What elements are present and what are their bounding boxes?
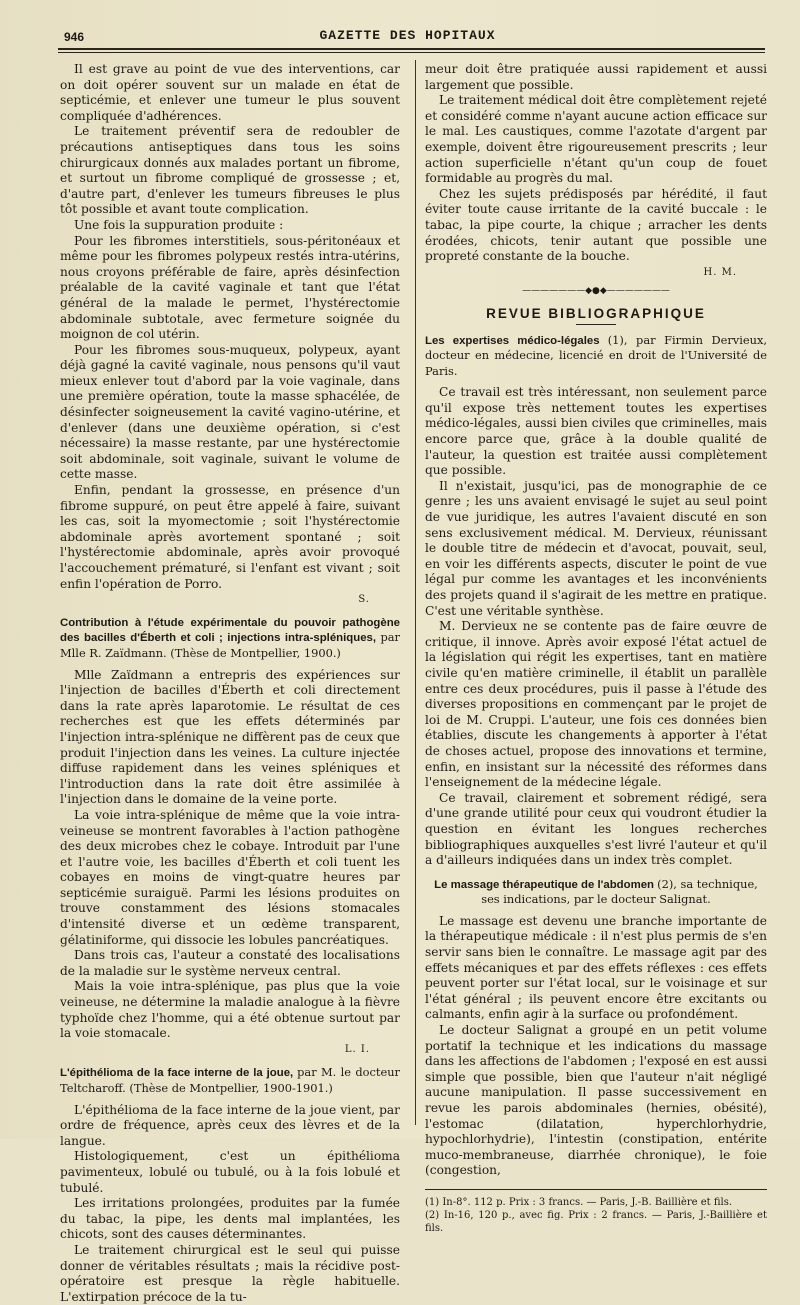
paragraph: Le traitement médical doit être complètement rejeté et considéré comme n'ayant aucune action efficace sur le mal. Les caustiques, comme l'azotate d'argent par exemple, doivent être rigoureusement prescrits ; leur action superficielle n'étant qu'un coup de fouet formidable au progrès du mal. — [425, 93, 767, 186]
left-column — [60, 62, 400, 1305]
footnote: (2) In-16, 120 p., avec fig. Prix : 2 francs. — Paris, J.-Baillière et fils. — [425, 1209, 767, 1234]
column-divider — [415, 60, 416, 1125]
running-title: GAZETTE DES HOPITAUX — [319, 28, 496, 43]
paragraph: Dans trois cas, l'auteur a constaté des localisations de la maladie sur le système nerveux central. — [60, 948, 400, 978]
paragraph: M. Dervieux ne se contente pas de faire œuvre de critique, il innove. Après avoir exposé l'état actuel de la législation qui régit les expertises, tant en matière civile qu'en matière criminelle, il établit un parallèle entre ces deux procédures, puis il passe à l'étude des diverses propositions en commençant par le projet de loi de M. Cruppi. L'auteur, une fois ces données bien établies, discute les changements à apporter à l'état de choses actuel, propose des innovations et termine, enfin, en insistant sur la nécessité des réformes dans l'enseignement de la médecine légale. — [425, 619, 767, 790]
paragraph: meur doit être pratiquée aussi rapidement et aussi largement que possible. — [425, 62, 767, 92]
paragraph: Une fois la suppuration produite : — [74, 217, 284, 232]
paragraph: Les irritations prolongées, produites par la fumée du tabac, la pipe, les dents mal implantées, les chicots, sont des causes déterminantes. — [60, 1196, 400, 1242]
article-title-text: Contribution à l'étude expérimentale du pouvoir pathogène des bacilles d'Éberth et coli ; injections intra-spléniques, — [60, 616, 400, 645]
paragraph: Le traitement chirurgical est le seul qui puisse donner de véritables résultats ; mais la récidive post-opératoire est presque la règle habituelle. L'extirpation précoce de la tu- — [60, 1242, 400, 1304]
paragraph: Il n'existait, jusqu'ici, pas de monographie de ce genre ; les uns avaient envisagé le sujet au seul point de vue juridique, les autres l'avaient discuté en son sens exclusivement médical. M. Dervieux, réunissant le double titre de médecin et d'avocat, pouvait, seul, en voir les différents aspects, discuter le point de vue légal pur comme les avantages et les inconvénients des projets quand il s'agirait de les mettre en pratique. C'est une véritable synthèse. — [425, 478, 767, 618]
signature: S. — [358, 594, 370, 606]
paragraph: Pour les fibromes sous-muqueux, polypeux, ayant déjà gagné la cavité vaginale, nous pensons qu'il vaut mieux enlever tout d'abord par la voie vaginale, dans une première opération, toute la masse sphacélée, de désinfecter soigneusement la cavité vagino-utérine, et d'enlever (dans une deuxième opération, si c'est nécessaire) la masse restante, par une hystérectomie soit abdominale, soit vaginale, suivant le volume de cette masse. — [60, 342, 400, 482]
paragraph: Le massage est devenu une branche importante de la thérapeutique médicale : il n'est plus permis de s'en servir sans bien le connaître. Le massage agit par des effets mécaniques et par des effets réflexes : ces effets peuvent porter sur l'état local, sur le voisinage et sur l'état général ; ils peuvent encore être excitants ou calmants, enfin agir à la surface ou profondément. — [425, 913, 767, 1022]
article-author: (2), sa technique, ses indications, par le docteur Salignat. — [481, 876, 758, 907]
page-number: 946 — [64, 30, 85, 44]
footnote: (1) In-8°. 112 p. Prix : 3 francs. — Paris, J.-B. Baillière et fils. — [425, 1196, 733, 1208]
article-title — [425, 333, 767, 380]
signature: H. M. — [703, 266, 737, 278]
ornament-divider: ———————◆●◆——————— — [522, 286, 670, 297]
page-header — [50, 24, 765, 46]
article-title-text: Le massage thérapeutique de l'abdomen — [434, 878, 654, 891]
paragraph: Histologiquement, c'est un épithélioma pavimenteux, lobulé ou tubulé, ou à la fois lobulé et tubulé. — [60, 1149, 400, 1195]
article-title-text: Les expertises médico-légales — [425, 334, 600, 347]
paragraph: Il est grave au point de vue des interventions, car on doit opérer souvent sur un malade en état de septicémie, et enlever une tumeur le plus souvent compliquée d'adhérences. — [60, 62, 400, 123]
section-rule — [576, 324, 616, 325]
header-rule — [58, 48, 765, 50]
article-author: par M. le docteur Teltcharoff. (Thèse de Montpellier, 1900-1901.) — [60, 1065, 400, 1095]
article-title — [60, 1065, 400, 1096]
paragraph: L'épithélioma de la face interne de la joue vient, par ordre de fréquence, après ceux des lèvres et de la langue. — [60, 1102, 400, 1148]
section-title: REVUE BIBLIOGRAPHIQUE — [486, 305, 706, 321]
article-title-text: L'épithélioma de la face interne de la joue, — [60, 1067, 294, 1080]
paragraph: Enfin, pendant la grossesse, en présence d'un fibrome suppuré, on peut être appelé à faire, suivant les cas, soit la myomectomie ; soit l'hystérectomie abdominale après avortement spontané ; soit l'hystérectomie abdominale, après avoir provoqué l'accouchement prématuré, si l'enfant est vivant ; soit enfin l'opération de Porro. — [60, 483, 400, 591]
paragraph: Ce travail est très intéressant, non seulement parce qu'il expose très nettement toutes les expertises médico-légales, aussi bien civiles que criminelles, mais encore parce que, grâce à la double qualité de l'auteur, la question est traitée aussi complètement que possible. — [425, 385, 767, 478]
paragraph: Pour les fibromes interstitiels, sous-péritonéaux et même pour les fibromes polypeux restés intra-utérins, nous croyons préférable de faire, après désinfection préalable de la cavité vaginale et tant que l'état général de la malade le permet, l'hystérectomie abdominale subtotale, avec fermeture soignée du moignon de col utérin. — [60, 233, 400, 342]
article-author: par Mlle R. Zaïdmann. (Thèse de Montpellier, 1900.) — [60, 630, 400, 660]
article-author: (1), par Firmin Dervieux, docteur en médecine, licencié en droit de l'Université de Paris. — [425, 332, 768, 378]
paragraph: La voie intra-splénique de même que la voie intra-veineuse se montrent favorables à l'action pathogène des deux microbes chez le cobaye. Introduit par l'une et l'autre voie, les bacilles d'Éberth et coli tuent les cobayes en moins de vingt-quatre heures par septicémie suraiguë. Parmi les lésions produites on trouve constamment des lésions stomacales d'intensité diverse et un œdème transparent, gélatiniforme, qui dissocie les lobules pancréatiques. — [60, 807, 400, 947]
right-column — [425, 62, 767, 1235]
article-title — [60, 616, 400, 662]
paragraph: Ce travail, clairement et sobrement rédigé, sera d'une grande utilité pour ceux qui voudront étudier la question en évitant les longues recherches bibliographiques auxquelles s'est livré l'auteur et qu'il a d'ailleurs indiquées dans un index très complet. — [425, 790, 767, 868]
paragraph: Le docteur Salignat a groupé en un petit volume portatif la technique et les indications du massage dans les affections de l'abdomen ; l'exposé en est aussi simple que possible, bien que l'auteur n'ait négligé aucune manipulation. Il passe successivement en revue les parois abdominales (hernies, obésité), l'estomac (dilatation, hyperchlorhydrie, hypochlorhydrie), l'intestin (constipation, entérite muco-membraneuse, diarrhée chronique), le foie (congestion, — [425, 1023, 767, 1178]
paragraph: Chez les sujets prédisposés par hérédité, il faut éviter toute cause irritante de la cavité buccale : le tabac, la pipe courte, la chique ; arracher les dents érodées, chicots, tenir autant que possible une propreté constante de la bouche. — [425, 186, 767, 264]
paragraph: Le traitement préventif sera de redoubler de précautions antiseptiques dans tous les soins chirurgicaux donnés aux malades portant un fibrome, et surtout un fibrome compliqué de grossesse ; et, d'autre part, d'enlever les tumeurs fibreuses le plus tôt possible et avant toute complication. — [60, 124, 400, 217]
footnotes — [425, 1189, 767, 1235]
article-title — [425, 877, 767, 908]
paragraph: Mais la voie intra-splénique, pas plus que la voie veineuse, ne détermine la maladie analogue à la fièvre typhoïde chez l'homme, qui a été obtenue surtout par la voie stomacale. — [60, 979, 400, 1041]
header-rule-thin — [58, 52, 765, 53]
signature: L. I. — [344, 1043, 370, 1055]
paragraph: Mlle Zaïdmann a entrepris des expériences sur l'injection de bacilles d'Éberth et coli directement dans la rate après laparotomie. Le résultat de ces recherches est que les effets déterminés par l'injection intra-splénique ne diffèrent pas de ceux que produit l'injection dans les veines. La culture injectée diffuse rapidement dans les veines spléniques et l'introduction dans la rate doit être assimilée à l'injection dans le domaine de la veine porte. — [60, 667, 400, 807]
